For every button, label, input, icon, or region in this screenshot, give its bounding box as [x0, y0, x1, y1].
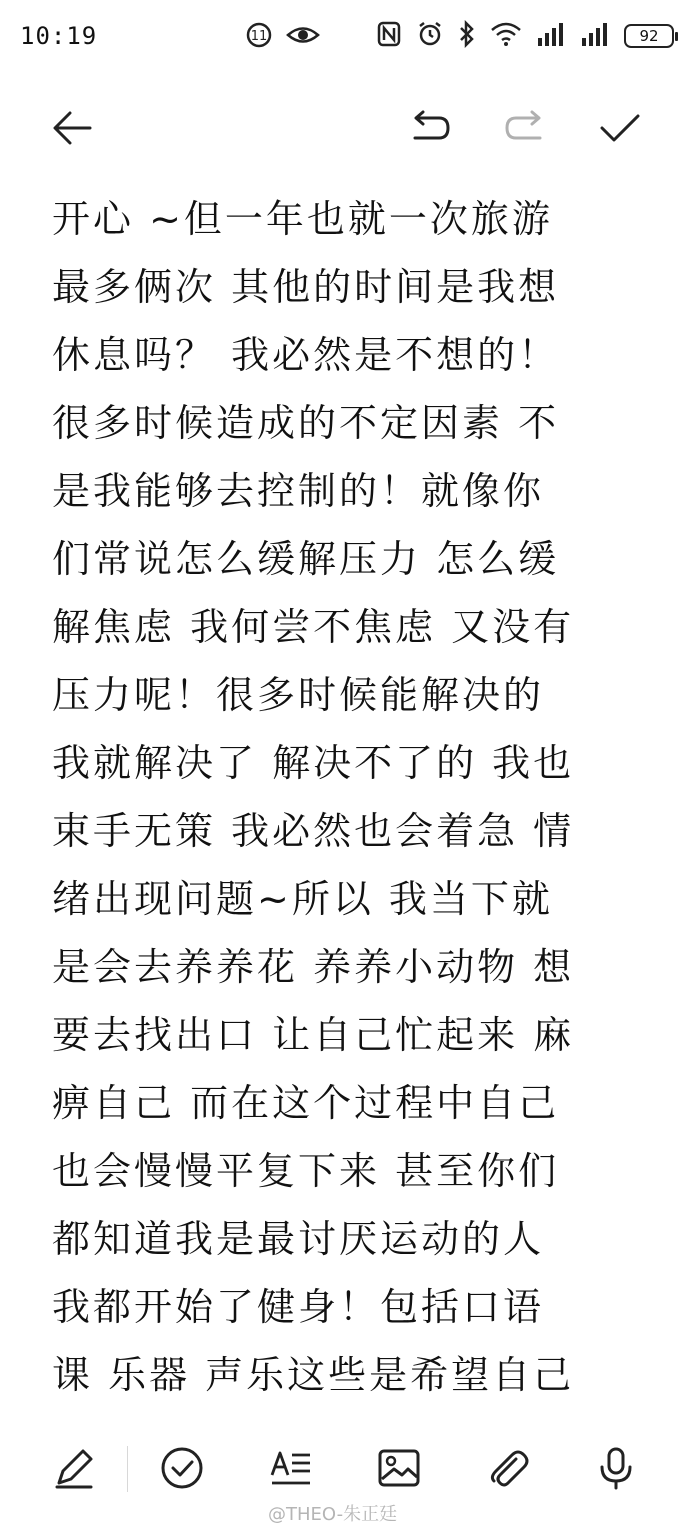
signal-icon	[536, 20, 566, 52]
microphone-icon	[593, 1445, 639, 1495]
checkmark-icon	[598, 110, 642, 150]
status-right-icons	[376, 20, 674, 52]
attachment-button[interactable]	[475, 1438, 539, 1502]
pen-icon	[51, 1445, 97, 1495]
note-line: 我就解决了 解决不了的 我也	[52, 741, 575, 785]
attachment-icon	[484, 1445, 530, 1495]
svg-text:11: 11	[250, 29, 268, 44]
undo-icon	[407, 110, 453, 150]
note-line: 开心 ~但一年也就一次旅游	[52, 197, 553, 241]
note-line: 束手无策 我必然也会着急 情	[52, 809, 575, 853]
note-line: 最多俩次 其他的时间是我想	[52, 265, 560, 309]
note-line: 们常说怎么缓解压力 怎么缓	[52, 537, 560, 581]
note-line: 很多时候造成的不定因素 不	[52, 401, 560, 445]
eye-icon	[286, 20, 320, 54]
check-circle-icon	[159, 1445, 205, 1495]
status-left-icons	[244, 20, 320, 54]
note-line: 课 乐器 声乐这些是希望自己	[52, 1353, 575, 1397]
toolbar	[0, 90, 690, 170]
signal-icon	[580, 20, 610, 52]
checklist-button[interactable]	[150, 1438, 214, 1502]
note-line: 我都开始了健身！包括口语	[52, 1285, 545, 1329]
redo-icon	[502, 110, 548, 150]
text-format-button[interactable]	[259, 1438, 323, 1502]
undo-button[interactable]	[400, 90, 460, 170]
handwriting-button[interactable]	[42, 1438, 106, 1502]
bluetooth-icon	[458, 20, 476, 52]
watermark: @THEO-朱正廷	[268, 1504, 398, 1525]
note-line: 压力呢！很多时候能解决的	[52, 673, 545, 717]
note-line: 都知道我是最讨厌运动的人	[52, 1217, 545, 1261]
note-line: 痹自己 而在这个过程中自己	[52, 1081, 560, 1125]
note-line: 要去找出口 让自己忙起来 麻	[52, 1013, 575, 1057]
alarm-icon	[416, 20, 444, 52]
back-button[interactable]	[42, 90, 102, 170]
status-time: 10:19	[20, 22, 98, 50]
notification-badge-icon	[244, 20, 274, 54]
voice-input-button[interactable]	[584, 1438, 648, 1502]
text-format-icon	[268, 1445, 314, 1495]
status-bar	[0, 0, 690, 80]
note-line: 也会慢慢平复下来 甚至你们	[52, 1149, 560, 1193]
save-button[interactable]	[590, 90, 650, 170]
note-line: 是会去养养花 养养小动物 想	[52, 945, 575, 989]
note-line: 休息吗？ 我必然是不想的！	[52, 333, 560, 377]
note-editor[interactable]	[52, 185, 652, 1410]
note-line: 绪出现问题~所以 我当下就	[52, 877, 553, 921]
note-line: 解焦虑 我何尝不焦虑 又没有	[52, 605, 575, 649]
redo-button[interactable]	[495, 90, 555, 170]
back-arrow-icon	[50, 108, 94, 152]
battery-icon: 92	[624, 24, 674, 48]
insert-image-button[interactable]	[367, 1438, 431, 1502]
image-icon	[376, 1445, 422, 1495]
wifi-icon	[490, 20, 522, 52]
nfc-icon	[376, 20, 402, 52]
note-line: 是我能够去控制的！就像你	[52, 469, 545, 513]
toolbar-divider	[127, 1446, 128, 1492]
